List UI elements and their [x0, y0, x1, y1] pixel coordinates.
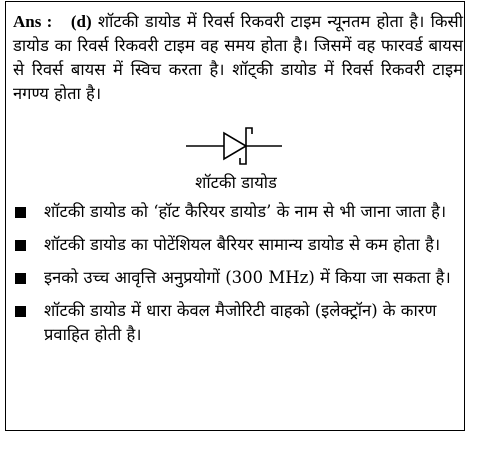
list-item	[12, 299, 460, 347]
answer-box	[5, 1, 465, 431]
list-item-text: इनको उच्च आवृत्ति अनुप्रयोगों (300 MHz) में किया जा सकता है।	[44, 268, 451, 287]
list-item-text: शॉटकी डायोड में धारा केवल मैजोरिटी वाहको (इलेक्ट्रॉन) के कारण प्रवाहित होती है।	[44, 301, 437, 344]
answer-paragraph	[13, 10, 463, 106]
list-item-text: शॉटकी डायोड का पोटेंशियल बैरियर सामान्य डायोड से कम होता है।	[44, 235, 441, 254]
square-bullet-icon	[15, 273, 26, 284]
answer-option: (d)	[70, 12, 92, 31]
list-item	[12, 233, 460, 257]
square-bullet-icon	[15, 207, 26, 218]
list-item	[12, 200, 460, 224]
diagram-caption: शॉटकी डायोड	[195, 173, 277, 192]
answer-prefix: Ans :	[13, 12, 53, 31]
bullet-list	[12, 200, 460, 356]
list-item-text: शॉटकी डायोड को ‘हॉट कैरियर डायोड’ के नाम से भी जाना जाता है।	[44, 202, 447, 221]
list-item	[12, 266, 460, 290]
answer-text: शॉटकी डायोड में रिवर्स रिकवरी टाइम न्यूनतम होता है। किसी डायोड का रिवर्स रिकवरी टाइम वह समय होता है। जिसमें वह फारवर्ड बायस से रिवर्स बायस में स्विच करता है। शॉट्की डायोड में रिवर्स रिकवरी टाइम नगण्य होता है।	[13, 12, 463, 103]
schottky-diode-icon	[184, 124, 284, 168]
square-bullet-icon	[15, 306, 26, 317]
square-bullet-icon	[15, 240, 26, 251]
